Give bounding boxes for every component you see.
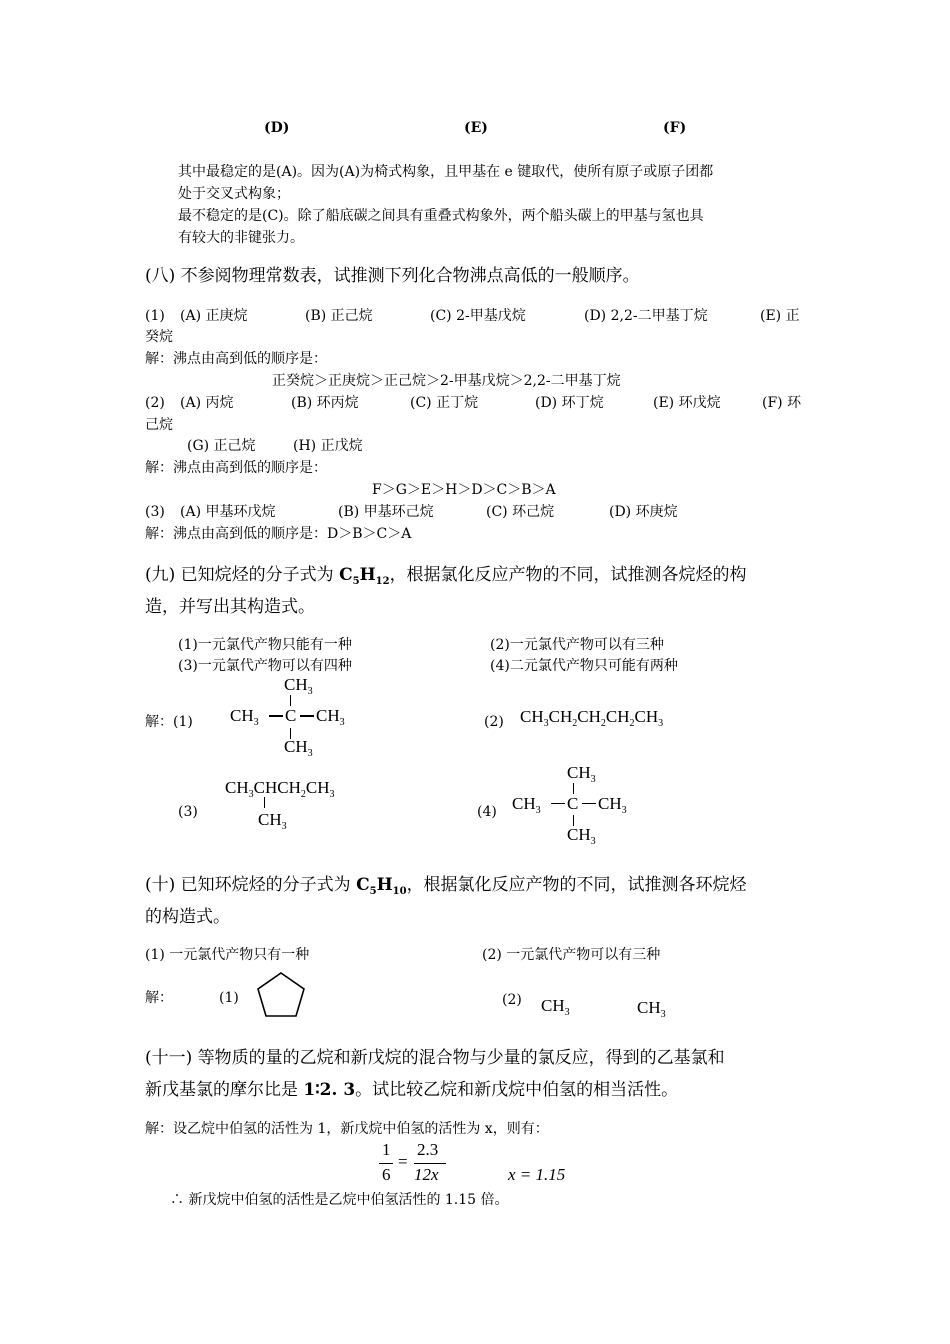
q10-methyl-2: $CH_3$: [637, 998, 666, 1020]
stability-line-4: 有较大的非键张力。: [178, 230, 304, 246]
methyl-left: $CH_3$: [512, 794, 541, 816]
q11-conclusion: ∴ 新戊烷中伯氢的活性是乙烷中伯氢活性的 1.15 倍。: [170, 1192, 509, 1208]
q8-p1-answer: 正癸烷＞正庚烷＞正己烷＞2-甲基戊烷＞2,2-二甲基丁烷: [272, 373, 621, 389]
q8-p3-opt-a: (A) 甲基环戊烷: [180, 504, 276, 520]
q8-p2-answer: F＞G＞E＞H＞D＞C＞B＞A: [372, 482, 556, 498]
q9-condition-3: (3)一元氯代产物可以有四种: [178, 658, 352, 674]
central-carbon: C: [285, 706, 297, 725]
q8-p2-opt-b: (B) 环丙烷: [291, 395, 359, 411]
q8-p3-num: (3): [145, 504, 165, 520]
equals-sign: =: [398, 1152, 408, 1171]
q8-p2-opt-f: (F) 环: [762, 395, 802, 411]
q8-p1-wrap: 癸烷: [145, 329, 173, 345]
q8-p2-opt-c: (C) 正丁烷: [410, 395, 479, 411]
methyl-bottom: $CH_3$: [567, 825, 596, 847]
q8-p2-num: (2): [145, 395, 165, 411]
conformer-label-e: (E): [464, 120, 488, 136]
q8-p3-answer: 解：沸点由高到低的顺序是：D＞B＞C＞A: [145, 526, 412, 542]
bond-right: [300, 715, 314, 717]
fraction-1-numerator: 1: [382, 1140, 391, 1159]
methyl-bottom: $CH_3$: [284, 737, 313, 759]
q9-condition-4: (4)二元氯代产物只可能有两种: [490, 658, 678, 674]
q8-p2-answer-label: 解：沸点由高到低的顺序是：: [145, 460, 327, 476]
stability-line-1: 其中最稳定的是(A)。因为(A)为椅式构象，且甲基在 e 键取代，使所有原子或原子团都: [178, 164, 714, 180]
q8-p1-opt-c: (C) 2-甲基戊烷: [430, 308, 526, 324]
q10-methyl-1: $CH_3$: [541, 996, 570, 1018]
q8-p1-opt-a: (A) 正庚烷: [180, 308, 248, 324]
stability-line-2: 处于交叉式构象；: [178, 186, 290, 202]
q11-answer-line: 解：设乙烷中伯氢的活性为 1，新戊烷中伯氢的活性为 x，则有：: [145, 1121, 549, 1137]
bond-left: [269, 715, 283, 717]
q10-title-line-1: (十) 已知环烷烃的分子式为 $C_5H_{10}$，根据氯化反应产物的不同，试推测各环烷烃: [145, 875, 747, 897]
q9-title-line-1: (九) 已知烷烃的分子式为 $C_5H_{12}$，根据氯化反应产物的不同，试推测各烷烃的构: [145, 565, 747, 587]
q10-condition-1: (1) 一元氯代产物只有一种: [145, 947, 310, 963]
q9-answer-label: 解：(1): [145, 714, 193, 730]
central-carbon: C: [567, 794, 579, 813]
q9-num-2: (2): [484, 714, 504, 730]
q8-p1-num: (1): [145, 308, 165, 324]
methyl-top: $CH_3$: [567, 763, 596, 785]
q10-num-2: (2): [502, 992, 522, 1008]
cyclopentane-structure: [254, 970, 308, 1020]
q8-title: (八) 不参阅物理常数表，试推测下列化合物沸点高低的一般顺序。: [145, 266, 640, 286]
q9-num-3: (3): [178, 804, 198, 820]
conformer-label-f: (F): [663, 120, 687, 136]
q8-p2-opt-h: (H) 正戊烷: [293, 438, 363, 454]
methyl-top: $CH_3$: [284, 675, 313, 697]
q11-title-line-1: (十一) 等物质的量的乙烷和新戊烷的混合物与少量的氯反应，得到的乙基氯和: [145, 1048, 725, 1068]
bond-top: [573, 783, 574, 794]
fraction-1-denominator: 6: [382, 1165, 391, 1184]
q8-p2-opt-e: (E) 环戊烷: [653, 395, 721, 411]
q8-p1-opt-e: (E) 正: [760, 308, 800, 324]
q10-condition-2: (2) 一元氯代产物可以有三种: [482, 947, 661, 963]
bond-top: [290, 695, 291, 706]
q8-p2-wrap: 己烷: [145, 417, 173, 433]
q10-answer-label: 解：: [145, 990, 173, 1006]
q9-num-4: (4): [477, 804, 497, 820]
q11-title-line-2: 新戊基氯的摩尔比是 1∶2. 3。试比较乙烷和新戊烷中伯氢的相当活性。: [145, 1080, 679, 1100]
isopentane-chain: $CH_3CHCH_2CH_3$: [225, 778, 335, 800]
stability-line-3: 最不稳定的是(C)。除了船底碳之间具有重叠式构象外，两个船头碳上的甲基与氢也具: [178, 208, 704, 224]
methyl-left: $CH_3$: [230, 706, 259, 728]
fraction-2-numerator: 2.3: [417, 1140, 439, 1159]
methyl-right: $CH_3$: [316, 706, 345, 728]
branch-methyl: $CH_3$: [258, 810, 287, 832]
fraction-2-line: [414, 1163, 446, 1164]
q8-p3-opt-b: (B) 甲基环己烷: [338, 504, 434, 520]
q8-p1-opt-d: (D) 2,2-二甲基丁烷: [584, 308, 708, 324]
bond-left: [551, 803, 565, 804]
methyl-right: $CH_3$: [598, 794, 627, 816]
q8-p1-opt-b: (B) 正己烷: [305, 308, 373, 324]
q10-num-1: (1): [219, 990, 239, 1006]
q9-condition-2: (2)一元氯代产物可以有三种: [490, 637, 664, 653]
q8-p2-opt-d: (D) 环丁烷: [535, 395, 604, 411]
q9-title-line-2: 造，并写出其构造式。: [145, 597, 315, 617]
fraction-1-line: [379, 1163, 393, 1164]
fraction-2-denominator: 12x: [414, 1165, 439, 1184]
conformer-label-d: (D): [264, 120, 290, 136]
q8-p2-opt-a: (A) 丙烷: [180, 395, 234, 411]
q9-condition-1: (1)一元氯代产物只能有一种: [178, 637, 352, 653]
branch-bond: [264, 797, 265, 808]
q8-p2-opt-g: (G) 正己烷: [187, 438, 256, 454]
equation-result: x = 1.15: [508, 1165, 566, 1184]
bond-right: [582, 803, 596, 804]
q8-p1-answer-label: 解：沸点由高到低的顺序是：: [145, 351, 327, 367]
q9-structure-2: $CH_3CH_2CH_2CH_2CH_3$: [520, 707, 664, 729]
q8-p3-opt-d: (D) 环庚烷: [609, 504, 678, 520]
q8-p3-opt-c: (C) 环己烷: [486, 504, 555, 520]
q10-title-line-2: 的构造式。: [145, 907, 230, 927]
